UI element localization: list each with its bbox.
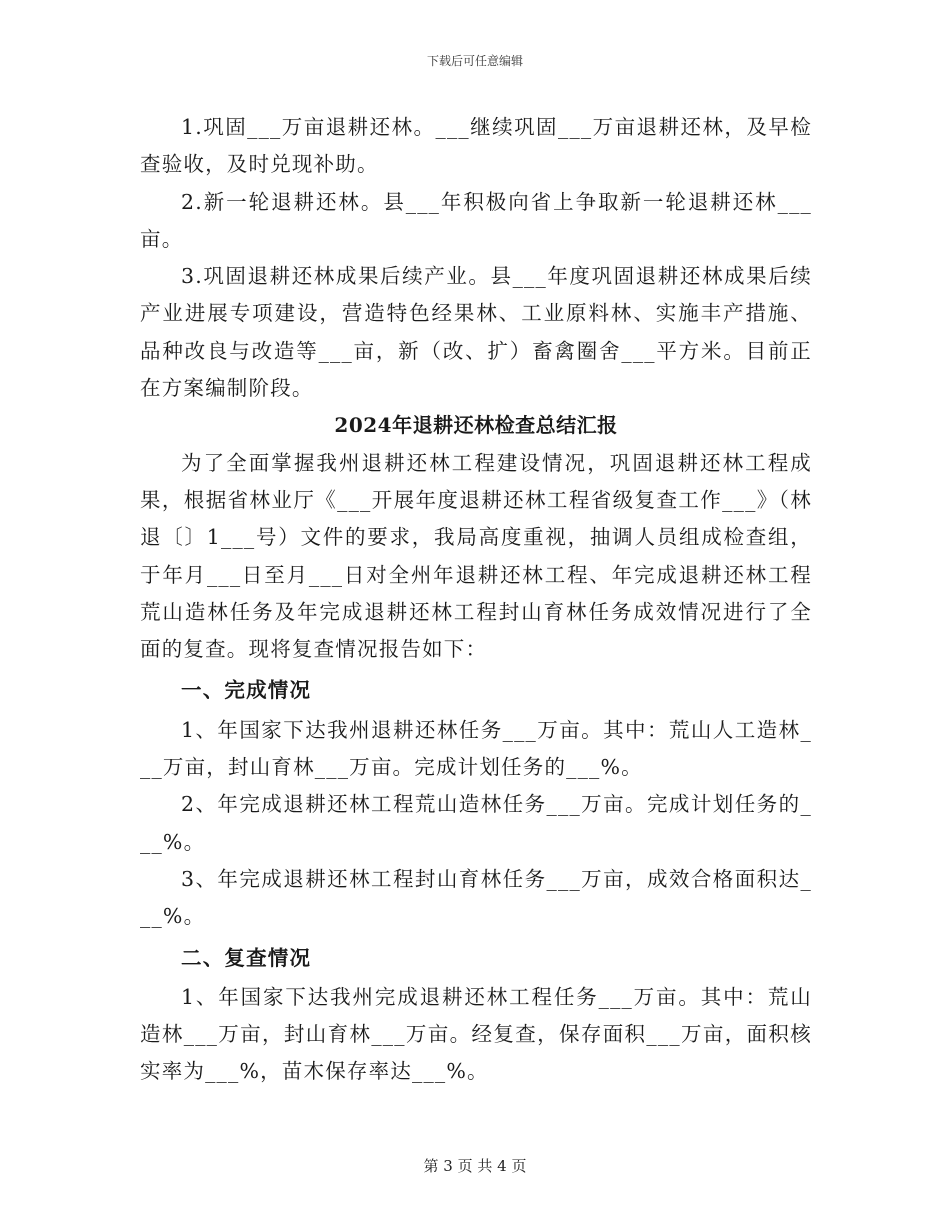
page-footer: 第 3 页 共 4 页 <box>423 1157 527 1175</box>
completion-item-2: 2、年完成退耕还林工程荒山造林任务___万亩。完成计划任务的___%。 <box>140 792 812 854</box>
section-heading-recheck: 二、复查情况 <box>181 945 312 970</box>
page-header: 下载后可任意编辑 <box>426 54 523 68</box>
completion-item-1: 1、年国家下达我州退耕还林任务___万亩。其中：荒山人工造林___万亩，封山育林___万亩。完成计划任务的___%。 <box>140 717 812 780</box>
report-title: 2024年退耕还林检查总结汇报 <box>334 413 618 438</box>
document-body <box>140 109 812 1091</box>
paragraph-1: 1.巩固___万亩退耕还林。___继续巩固___万亩退耕还林，及早检查验收，及时兑现补助。 <box>140 115 812 177</box>
completion-item-3: 3、年完成退耕还林工程封山育林任务___万亩，成效合格面积达___%。 <box>140 866 812 929</box>
recheck-item-1: 1、年国家下达我州完成退耕还林工程任务___万亩。其中：荒山造林___万亩，封山育林___万亩。经复查，保存面积___万亩，面积核实率为___%，苗木保存率达___%。 <box>140 984 812 1084</box>
paragraph-3: 3.巩固退耕还林成果后续产业。县___年度巩固退耕还林成果后续产业进展专项建设，营造特色经果林、工业原料林、实施丰产措施、品种改良与改造等___亩，新（改、扩）畜禽圈舍___平方米。目前正在方案编制阶段。 <box>140 264 812 401</box>
section-heading-completion: 一、完成情况 <box>181 678 312 703</box>
paragraph-2: 2.新一轮退耕还林。县___年积极向省上争取新一轮退耕还林___亩。 <box>140 189 812 251</box>
intro-paragraph: 为了全面掌握我州退耕还林工程建设情况，巩固退耕还林工程成果，根据省林业厅《___开展年度退耕还林工程省级复查工作___》（林退〔〕1___号）文件的要求，我局高度重视，抽调人员组成检查组，于年月___日至月___日对全州年退耕还林工程、年完成退耕还林工程荒山造林任务及年完成退耕还林工程封山育林任务成效情况进行了全面的复查。现将复查情况报告如下： <box>140 450 812 662</box>
